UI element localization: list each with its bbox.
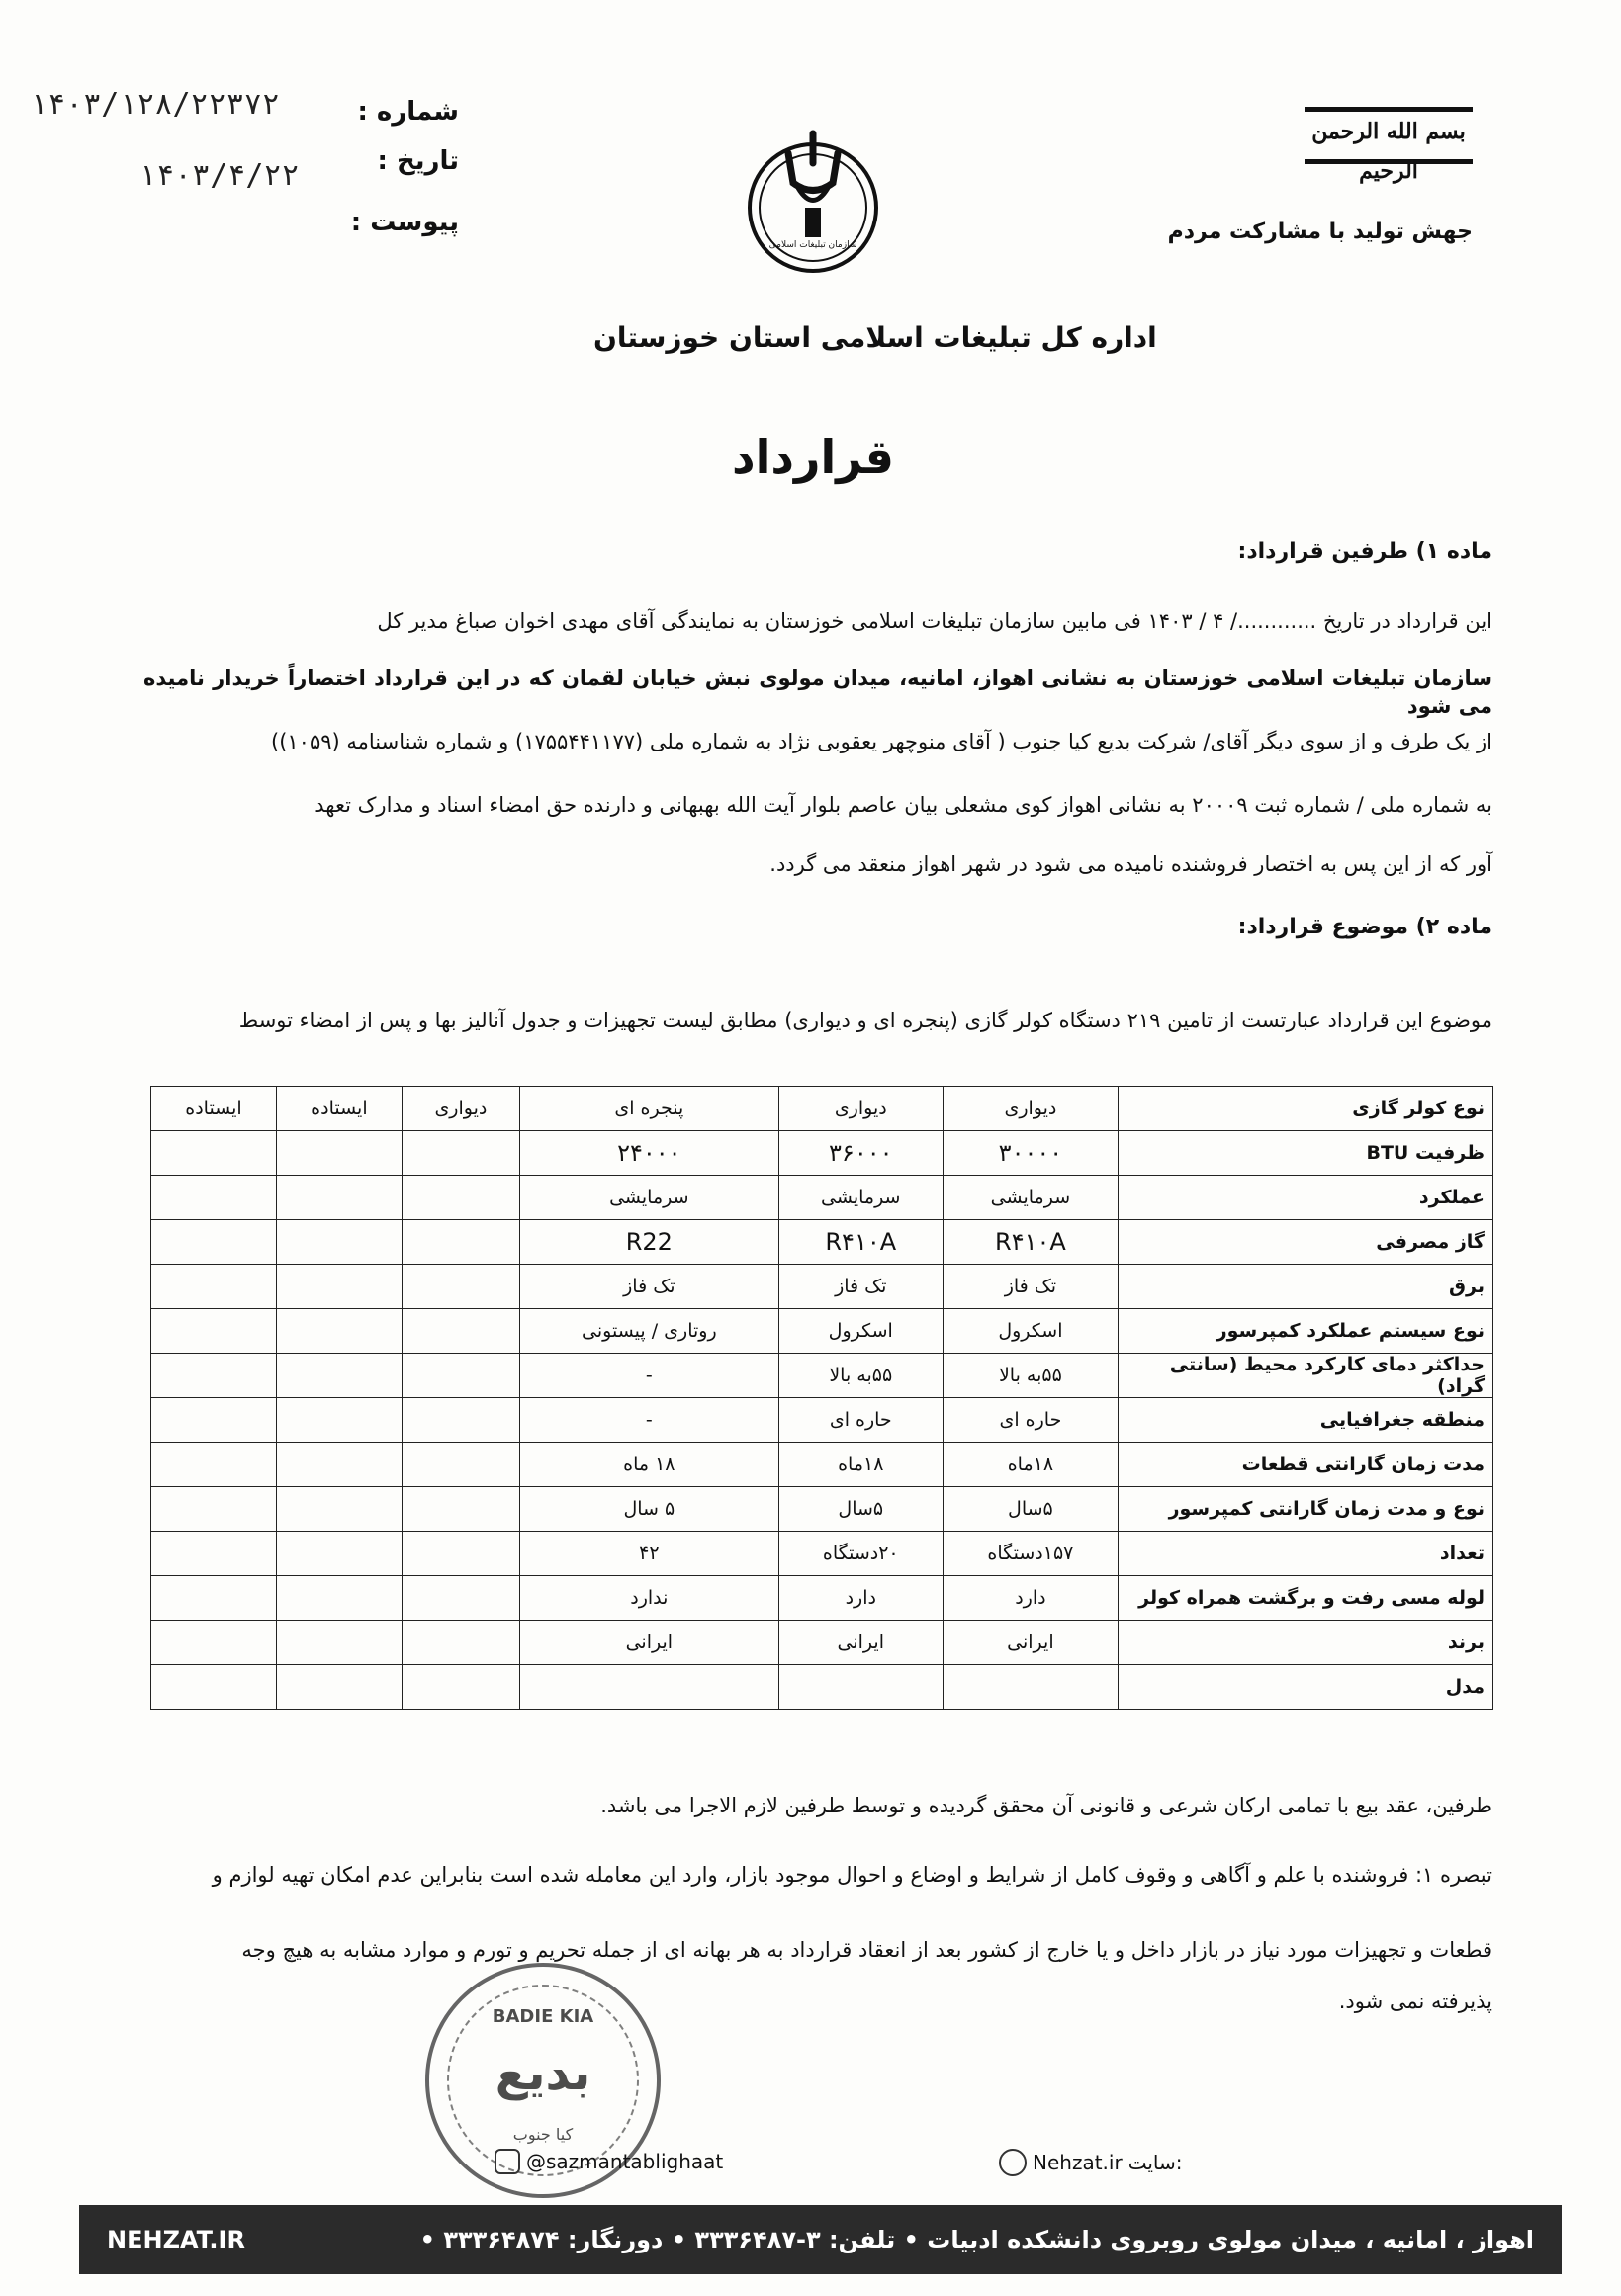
row-label: برق (1119, 1265, 1493, 1309)
table-row (151, 1532, 1493, 1576)
table-cell (276, 1309, 402, 1354)
table-cell (276, 1220, 402, 1265)
date-label: تاریخ : (377, 146, 459, 176)
number-value: ١۴٠٣/١٢٨/٢٢٣٧٢ (30, 87, 280, 122)
table-cell: اسکرول (778, 1309, 943, 1354)
row-label: ظرفیت BTU (1119, 1131, 1493, 1176)
table-cell (519, 1665, 778, 1710)
row-label: لوله مسی رفت و برگشت همراه کولر (1119, 1576, 1493, 1621)
table-row (151, 1443, 1493, 1487)
attachment-label: پیوست : (350, 208, 459, 237)
table-cell: دارد (778, 1576, 943, 1621)
table-cell: دیواری (778, 1087, 943, 1131)
table-cell (151, 1665, 277, 1710)
table-cell: ایستاده (276, 1087, 402, 1131)
table-cell (276, 1532, 402, 1576)
table-cell: ایستاده (151, 1087, 277, 1131)
table-cell (151, 1220, 277, 1265)
note1-line3: پذیرفته نمی شود. (1338, 1989, 1492, 2013)
table-cell: دیواری (402, 1087, 519, 1131)
note1-line1: تبصره ۱: فروشنده با علم و آگاهی و وقوف کامل از شرایط و اوضاع و احوال موجود بازار، وارد این معامله شده است بنابراین عدم امکان تهیه لوازم و (212, 1863, 1492, 1887)
table-cell (151, 1443, 277, 1487)
table-cell (276, 1131, 402, 1176)
table-cell (402, 1532, 519, 1576)
table-cell (402, 1665, 519, 1710)
table-cell (402, 1398, 519, 1443)
article1-line3: از یک طرف و از سوی دیگر آقای/ شرکت بدیع کیا جنوب ( آقای منوچهر یعقوبی نژاد به شماره ملی (۱۷۵۵۴۴۱۱۷۷) و شماره شناسنامه (۱۰۵۹)) (271, 730, 1492, 753)
article1-heading: ماده ۱) طرفین قرارداد: (1237, 539, 1492, 564)
date-value: ١۴٠٣/۴/٢٢ (138, 158, 300, 193)
table-cell (778, 1665, 943, 1710)
article1-line4: به شماره ملی / شماره ثبت ۲۰۰۰۹ به نشانی اهواز کوی مشعلی بیان عاصم بلوار آیت الله بهبهانی و دارنده حق امضاء اسناد و مدارک تعهد (315, 793, 1492, 817)
number-label: شماره : (357, 97, 459, 127)
row-label: عملکرد (1119, 1176, 1493, 1220)
table-cell: حاره ای (943, 1398, 1118, 1443)
table-cell (402, 1309, 519, 1354)
note1-line2: قطعات و تجهیزات مورد نیاز در بازار داخل و یا خارج از کشور بعد از انعقاد قرارداد به هر بهانه ای از جمله تحریم و تورم و موارد مشابه به هیچ وجه (241, 1938, 1492, 1962)
table-cell (402, 1354, 519, 1398)
table-cell: ۱۸ماه (778, 1443, 943, 1487)
equipment-spec-table (150, 1086, 1493, 1710)
table-cell (402, 1176, 519, 1220)
footer-bar (79, 2205, 1562, 2274)
row-label: مدت زمان گارانتی قطعات (1119, 1443, 1493, 1487)
table-row (151, 1487, 1493, 1532)
globe-icon (999, 2149, 1027, 2176)
table-row (151, 1621, 1493, 1665)
page-title: قرارداد (732, 430, 894, 484)
table-cell: ۵۵به بالا (778, 1354, 943, 1398)
table-cell: ندارد (519, 1576, 778, 1621)
table-cell: ۵۵به بالا (943, 1354, 1118, 1398)
table-cell: ۴۲ (519, 1532, 778, 1576)
organization-emblem (744, 124, 882, 282)
table-row (151, 1576, 1493, 1621)
slogan: جهش تولید با مشارکت مردم (1167, 220, 1473, 244)
article2-heading: ماده ۲) موضوع قرارداد: (1237, 915, 1492, 939)
table-cell: روتاری / پیستونی (519, 1309, 778, 1354)
instagram-icon (495, 2149, 520, 2174)
table-cell: حاره ای (778, 1398, 943, 1443)
table-cell: دیواری (943, 1087, 1118, 1131)
table-row (151, 1087, 1493, 1131)
table-row (151, 1665, 1493, 1710)
stamp-top-text: BADIE KIA (492, 2006, 594, 2027)
article1-line2: سازمان تبلیغات اسلامی خوزستان به نشانی اهواز، امانیه، میدان مولوی نبش خیابان لقمان که در این قرارداد اختصاراً خریدار نامیده می شود (143, 666, 1492, 718)
table-row (151, 1176, 1493, 1220)
table-cell (943, 1665, 1118, 1710)
emblem-icon (744, 124, 882, 282)
table-cell (276, 1621, 402, 1665)
table-row (151, 1265, 1493, 1309)
row-label: منطقه جغرافیایی (1119, 1398, 1493, 1443)
table-cell: سرمایشی (778, 1176, 943, 1220)
table-cell (276, 1665, 402, 1710)
footer-website: NEHZAT.IR (107, 2226, 245, 2253)
table-cell: ایرانی (943, 1621, 1118, 1665)
row-label: حداکثر دمای کارکرد محیط (سانتی گراد) (1119, 1354, 1493, 1398)
table-cell: ۳۰۰۰۰ (943, 1131, 1118, 1176)
article1-line1: این قرارداد در تاریخ ............/ ۴ / ۱۴۰۳ فی مابین سازمان تبلیغات اسلامی خوزستان به نمایندگی آقای مهدی اخوان صباغ مدیر کل (377, 609, 1492, 633)
table-cell: ۵سال (778, 1487, 943, 1532)
table-cell: ایرانی (519, 1621, 778, 1665)
table-cell: اسکرول (943, 1309, 1118, 1354)
table-cell (276, 1354, 402, 1398)
table-cell (402, 1487, 519, 1532)
table-cell (402, 1131, 519, 1176)
table-cell (276, 1576, 402, 1621)
table-row (151, 1354, 1493, 1398)
table-cell (276, 1176, 402, 1220)
table-cell (402, 1220, 519, 1265)
table-cell: ۱۸ماه (943, 1443, 1118, 1487)
website-info: Nehzat.ir سایت: (999, 2149, 1183, 2176)
table-cell: تک فاز (943, 1265, 1118, 1309)
table-cell: ۳۶۰۰۰ (778, 1131, 943, 1176)
table-cell: سرمایشی (943, 1176, 1118, 1220)
table-cell: ایرانی (778, 1621, 943, 1665)
table-cell (276, 1487, 402, 1532)
table-cell (402, 1443, 519, 1487)
table-cell (402, 1621, 519, 1665)
table-cell: ۲۴۰۰۰ (519, 1131, 778, 1176)
row-label: برند (1119, 1621, 1493, 1665)
table-cell (402, 1265, 519, 1309)
table-row (151, 1309, 1493, 1354)
table-cell: ۵ سال (519, 1487, 778, 1532)
table-cell (151, 1354, 277, 1398)
row-label: گاز مصرفی (1119, 1220, 1493, 1265)
table-cell: R۴۱۰A (943, 1220, 1118, 1265)
table-cell: - (519, 1354, 778, 1398)
table-cell (151, 1487, 277, 1532)
article1-line5: آور که از این پس به اختصار فروشنده نامیده می شود در شهر اهواز منعقد می گردد. (769, 852, 1492, 876)
row-label: نوع سیستم عملکرد کمپرسور (1119, 1309, 1493, 1354)
table-cell: تک فاز (778, 1265, 943, 1309)
table-cell (151, 1309, 277, 1354)
table-cell (151, 1176, 277, 1220)
table-cell (151, 1265, 277, 1309)
table-row (151, 1131, 1493, 1176)
social-handle: @sazmantablighaat (495, 2149, 723, 2174)
table-cell: تک فاز (519, 1265, 778, 1309)
table-cell: ۱۵۷دستگاه (943, 1532, 1118, 1576)
contract-clause: طرفین، عقد بیع با تمامی ارکان شرعی و قانونی آن محقق گردیده و توسط طرفین لازم الاجرا می باشد. (600, 1794, 1492, 1817)
stamp-bottom-text: کیا جنوب (512, 2125, 574, 2144)
table-cell (151, 1131, 277, 1176)
emblem-text: سازمان تبلیغات اسلامی (768, 240, 857, 250)
table-cell: ۵سال (943, 1487, 1118, 1532)
table-cell: دارد (943, 1576, 1118, 1621)
table-cell (276, 1265, 402, 1309)
org-name: اداره کل تبلیغات اسلامی استان خوزستان (593, 321, 1157, 354)
table-cell (151, 1621, 277, 1665)
table-cell: - (519, 1398, 778, 1443)
table-cell: سرمایشی (519, 1176, 778, 1220)
table-cell (151, 1398, 277, 1443)
table-cell (276, 1443, 402, 1487)
table-cell: R22 (519, 1220, 778, 1265)
table-cell (151, 1576, 277, 1621)
table-cell: R۴۱۰A (778, 1220, 943, 1265)
footer-address: اهواز ، امانیه ، میدان مولوی روبروی دانشکده ادبیات • تلفن: ۳-۳۳۳۶۴۸۷ • دورنگار: ۳۳۳۶۴۸۷۴ • (419, 2226, 1534, 2253)
table-row (151, 1398, 1493, 1443)
table-cell: ۲۰دستگاه (778, 1532, 943, 1576)
table-cell (402, 1576, 519, 1621)
bismillah-calligraphy: بسم الله الرحمن الرحیم (1305, 107, 1473, 164)
stamp-logo-text: بدیع (495, 2046, 591, 2101)
table-cell: پنجره ای (519, 1087, 778, 1131)
table-cell (151, 1532, 277, 1576)
table-cell (276, 1398, 402, 1443)
row-label: مدل (1119, 1665, 1493, 1710)
row-label: نوع و مدت زمان گارانتی کمپرسور (1119, 1487, 1493, 1532)
row-label: نوع کولر گازی (1119, 1087, 1493, 1131)
table-cell: ۱۸ ماه (519, 1443, 778, 1487)
table-row (151, 1220, 1493, 1265)
article2-line1: موضوع این قرارداد عبارتست از تامین ۲۱۹ دستگاه کولر گازی (پنجره ای و دیواری) مطابق لیست تجهیزات و جدول آنالیز بها و پس از امضاء توسط (238, 1009, 1492, 1032)
row-label: تعداد (1119, 1532, 1493, 1576)
